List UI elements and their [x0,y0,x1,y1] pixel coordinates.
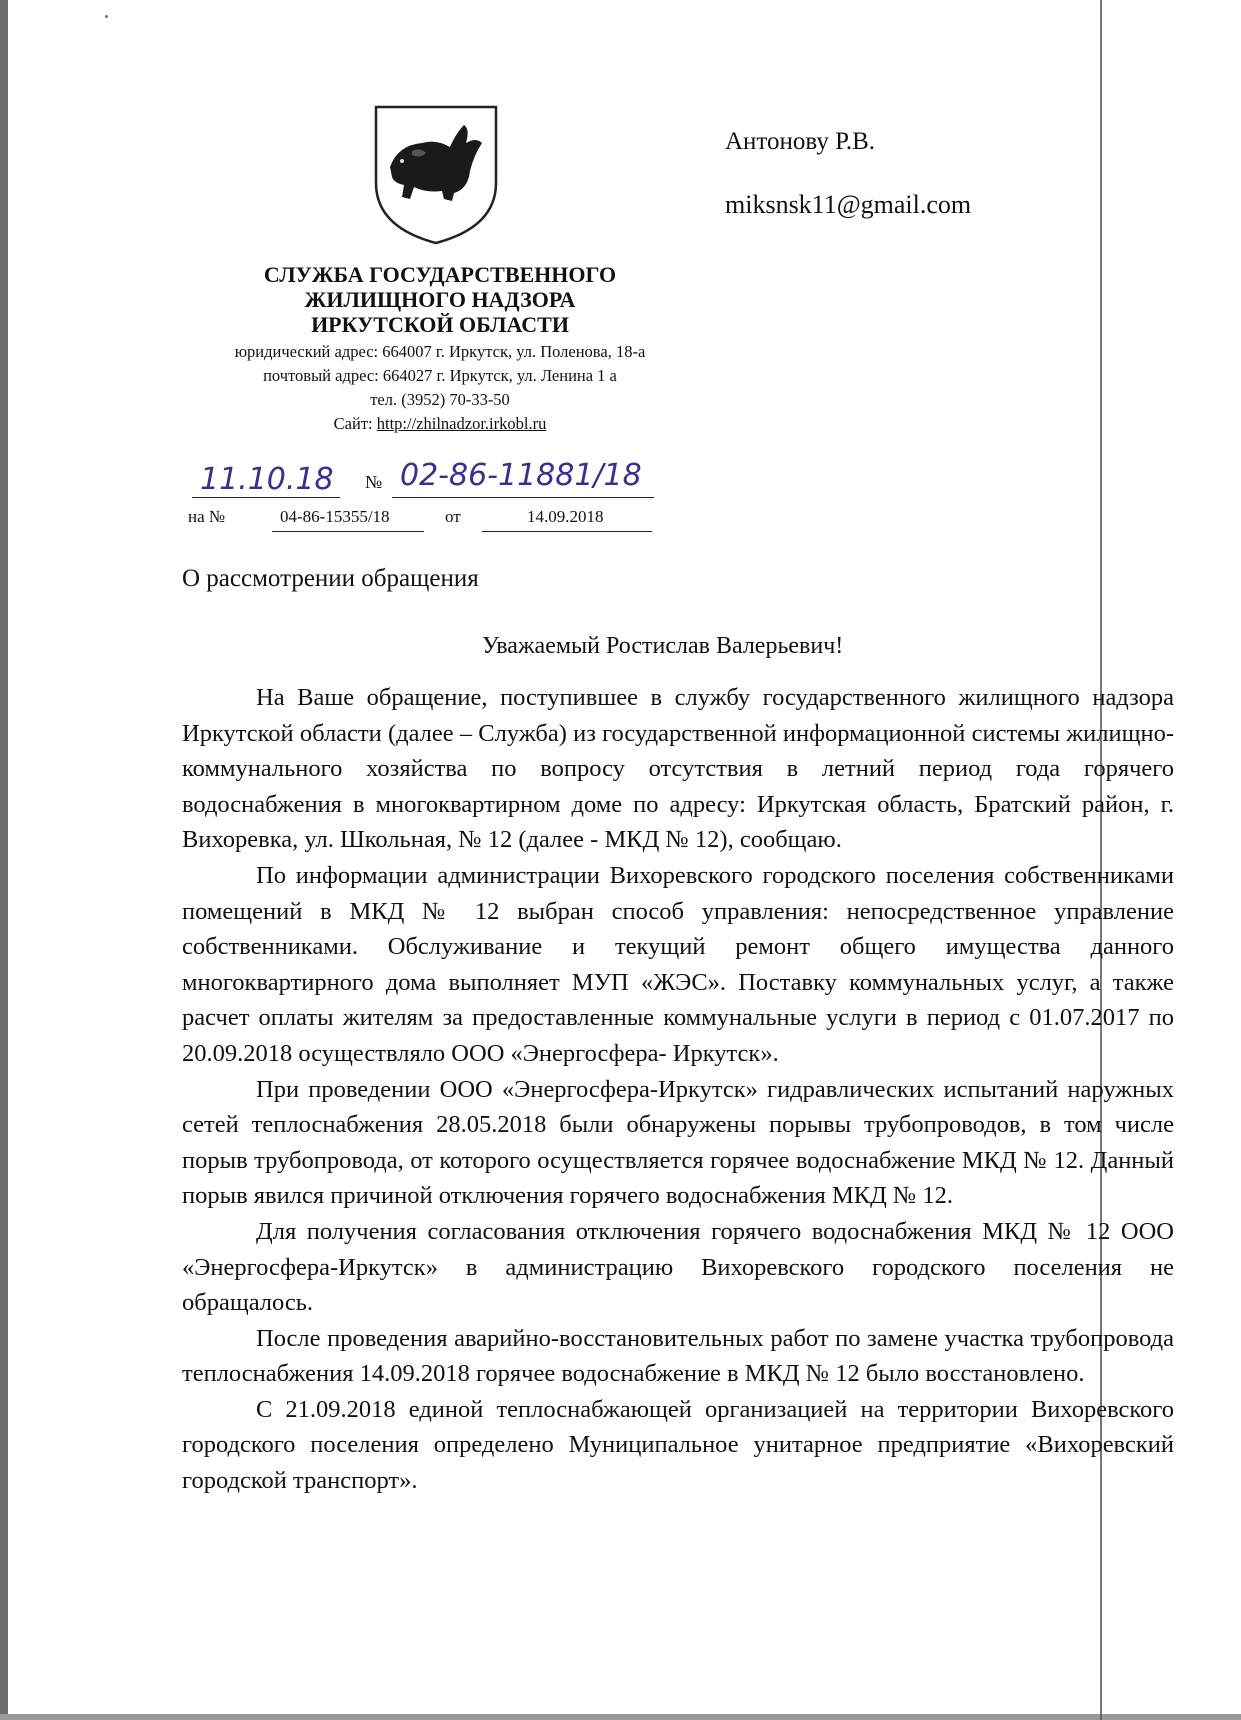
website-link[interactable]: http://zhilnadzor.irkobl.ru [376,414,547,433]
agency-name-line-3: ИРКУТСКОЙ ОБЛАСТИ [311,312,569,337]
reference-date: 14.09.2018 [527,507,604,526]
paragraph-6: С 21.09.2018 единой теплоснабжающей организацией на территории Вихоревского городского поселения определено Муниципальное унитарное предприятие «Вихоревский городской транспорт». [182,1395,1174,1495]
paragraph-4: Для получения согласования отключения горячего водоснабжения МКД № 12 ООО «Энергосфера-Иркутск» в администрацию Вихоревского городского поселения не обращалось. [182,1217,1174,1317]
letter-subject: О рассмотрении обращения [182,565,479,592]
reference-label: на № [188,507,226,526]
legal-address: юридический адрес: 664007 г. Иркутск, ул. Поленова, 18-а [234,342,646,361]
outgoing-date-handwritten: 11.10.18 [200,462,334,497]
paragraph-2: По информации администрации Вихоревского городского поселения собственниками помещений в МКД № 12 выбран способ управления: непосредственное управление собственниками. Обслуживание и текущий ремонт общего имущества данного многоквартирного дома выполняет МУП «ЖЭС». Поставку коммунальных услуг, а также расчет оплаты жителям за предоставленные коммунальные услуги в период с 01.07.2017 по 20.09.2018 осуществляло ООО «Энергосфера- Иркутск». [182,861,1174,1067]
phone: тел. (3952) 70-33-50 [370,390,510,409]
paragraph-3: При проведении ООО «Энергосфера-Иркутск» гидравлических испытаний наружных сетей теплоснабжения 28.05.2018 были обнаружены порывы трубопроводов, в том числе порыв трубопровода, от которого осуществляется горячее водоснабжение МКД № 12. Данный порыв явился причиной отключения горячего водоснабжения МКД № 12. [182,1075,1174,1210]
letter-body [182,680,1174,1499]
agency-name-line-1: СЛУЖБА ГОСУДАРСТВЕННОГО [263,262,617,287]
date-underline [192,497,340,498]
agency-name-line-2: ЖИЛИЩНОГО НАДЗОРА [304,287,576,312]
postal-address: почтовый адрес: 664027 г. Иркутск, ул. Ленина 1 а [263,366,617,385]
addressee-name: Антонову Р.В. [725,128,876,155]
scan-left-edge [0,0,8,1720]
scan-speck [105,15,108,18]
reference-number-underline [272,531,424,532]
agency-contacts [165,340,715,436]
number-label: № [365,472,383,492]
coat-of-arms-emblem [372,103,500,245]
reference-number: 04-86-15355/18 [280,507,390,526]
reference-from-label: от [445,507,461,526]
website-label: Сайт: [333,414,377,433]
website [165,412,715,436]
addressee-email: miksnsk11@gmail.com [725,190,972,219]
letter-greeting: Уважаемый Ростислав Валерьевич! [482,633,844,659]
number-underline [392,497,654,498]
paragraph-1: На Ваше обращение, поступившее в службу государственного жилищного надзора Иркутской области (далее – Служба) из государственной информационной системы жилищно-коммунального хозяйства по вопросу отсутствия в летний период года горячего водоснабжения в многоквартирном доме по адресу: Иркутская область, Братский район, г. Вихоревка, ул. Школьная, № 12 (далее - МКД № 12), сообщаю. [182,684,1174,854]
scan-bottom-edge [0,1714,1241,1720]
outgoing-number-handwritten: 02-86-11881/18 [400,458,642,493]
reference-date-underline [482,531,652,532]
agency-header [190,262,690,337]
paragraph-5: После проведения аварийно-восстановительных работ по замене участка трубопровода теплоснабжения 14.09.2018 горячее водоснабжение в МКД № 12 было восстановлено. [182,1324,1174,1388]
